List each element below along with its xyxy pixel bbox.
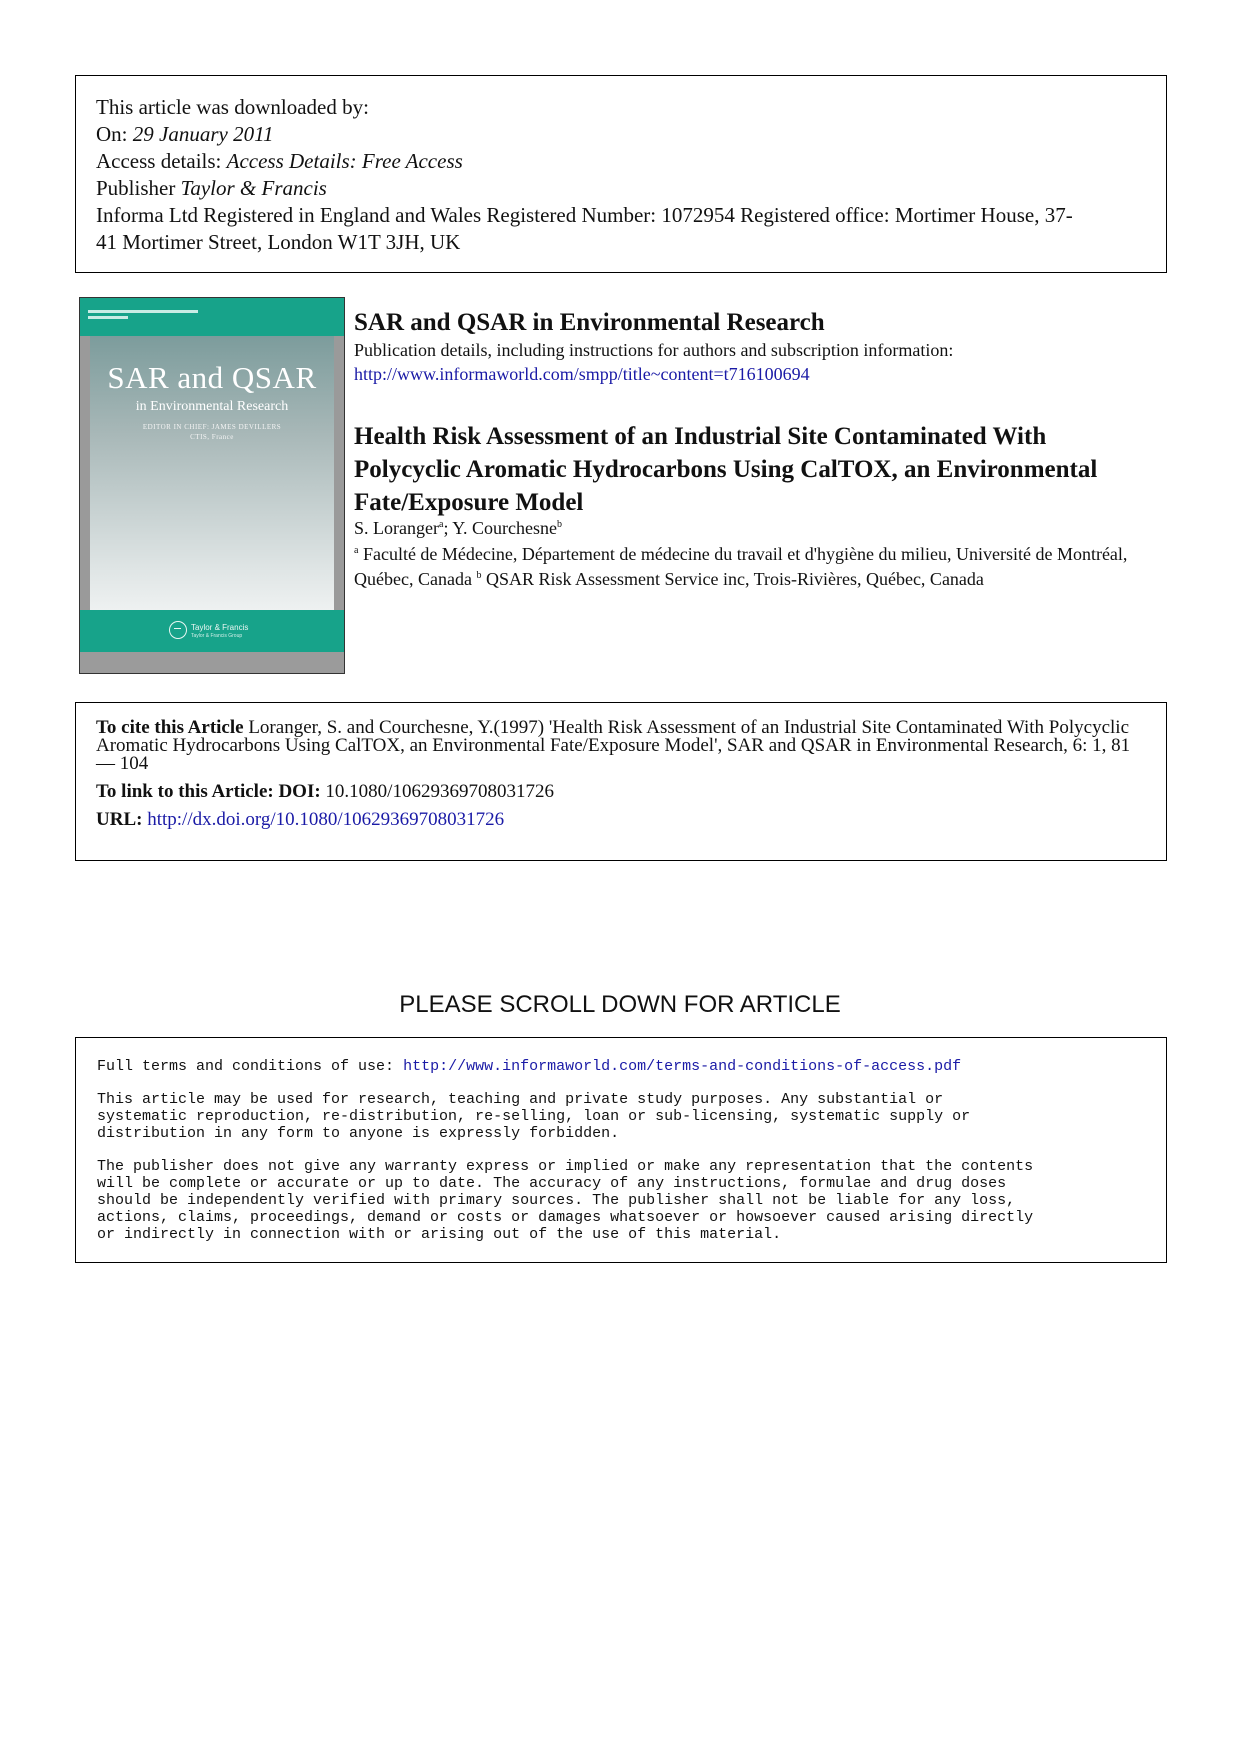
publisher-value: Taylor & Francis: [180, 176, 327, 200]
terms-paragraph-1: This article may be used for research, teaching and private study purposes. Any substantial or systematic reproduction, re-distribution, re-selling, loan or sub-licensing, systematic supply or distribution in any form to anyone is expressly forbidden.: [97, 1091, 971, 1142]
cover-top-band: [80, 298, 344, 336]
downloaded-by-line: This article was downloaded by:: [96, 95, 369, 119]
doi-url-link[interactable]: http://dx.doi.org/10.1080/10629369708031726: [147, 809, 505, 830]
access-details-label: Access details:: [96, 149, 227, 173]
affiliation-a: Faculté de Médecine, Département de médecine du travail et d'hygiène du milieu, Université de Montréal, Québec, Canada: [354, 544, 1128, 589]
cite-label: To cite this Article: [96, 717, 244, 738]
cover-gray-band: [80, 652, 344, 674]
taylor-francis-logo-icon: [169, 621, 187, 639]
cover-editor: [90, 422, 334, 442]
url-row: [96, 808, 1146, 832]
access-details-value: Access Details: Free Access: [226, 149, 463, 173]
affiliation-b-mark: b: [476, 570, 482, 581]
cover-editor-line2: CTIS, France: [190, 433, 234, 441]
download-date-label: On:: [96, 122, 133, 146]
affiliation-b: QSAR Risk Assessment Service inc, Trois-Rivières, Québec, Canada: [481, 569, 984, 589]
journal-cover-image: [79, 297, 345, 674]
author-1-affiliation-mark: a: [438, 519, 444, 530]
terms-url-link[interactable]: http://www.informaworld.com/terms-and-conditions-of-access.pdf: [403, 1058, 962, 1075]
journal-title: SAR and QSAR in Environmental Research: [354, 309, 825, 336]
terms-box: [75, 1037, 1167, 1263]
download-info-box: [75, 75, 1167, 273]
journal-url-link[interactable]: http://www.informaworld.com/smpp/title~content=t716100694: [354, 364, 810, 384]
download-date-line: [96, 121, 1146, 148]
doi-value: 10.1080/10629369708031726: [320, 781, 554, 802]
publisher-line: [96, 175, 1146, 202]
doi-row: [96, 781, 1146, 803]
cover-body: [90, 336, 334, 610]
author-2: Y. Courchesne: [452, 518, 557, 538]
doi-label: To link to this Article: DOI:: [96, 781, 321, 802]
affiliations: [354, 542, 1154, 592]
informa-registration-line2: 41 Mortimer Street, London W1T 3JH, UK: [96, 230, 461, 254]
terms-full-line: [97, 1058, 1146, 1075]
cover-bottom-band: [80, 610, 344, 652]
scroll-notice: PLEASE SCROLL DOWN FOR ARTICLE: [399, 991, 841, 1018]
authors: [354, 518, 562, 539]
access-details-line: [96, 148, 1146, 175]
terms-paragraph-2: The publisher does not give any warranty express or implied or make any representation that the contents will be complete or accurate or up to date. The accuracy of any instructions, formulae and drug doses should be independently verified with primary sources. The publisher shall not be liable for any loss, actions, claims, proceedings, demand or costs or damages whatsoever or howsoever caused arising directly or indirectly in connection with or arising out of the use of this material.: [97, 1158, 1034, 1243]
publication-details: Publication details, including instructions for authors and subscription information:: [354, 340, 954, 360]
cover-publisher-sub: Taylor & Francis Group: [191, 633, 243, 639]
cover-subtitle: in Environmental Research: [135, 399, 289, 414]
informa-registration-line1: Informa Ltd Registered in England and Wales Registered Number: 1072954 Registered office: Mortimer House, 37-: [96, 203, 1073, 227]
article-title: Health Risk Assessment of an Industrial Site Contaminated With Polycyclic Aromatic Hydrocarbons Using CalTOX, an Environmental Fate/Exposure Model: [354, 423, 1098, 516]
publisher-label: Publisher: [96, 176, 181, 200]
cover-title: SAR and QSAR: [107, 360, 317, 395]
cover-editor-line1: EDITOR IN CHIEF: JAMES DEVILLERS: [142, 423, 282, 431]
download-date-value: 29 January 2011: [132, 122, 274, 146]
terms-full-label: Full terms and conditions of use:: [97, 1058, 404, 1075]
author-separator: ;: [443, 518, 453, 538]
url-label: URL:: [96, 809, 143, 830]
cover-publisher: Taylor & Francis: [191, 623, 249, 632]
cite-reference: Loranger, S. and Courchesne, Y.(1997) 'Health Risk Assessment of an Industrial Site Contaminated With Polycyclic Aromatic Hydrocarbons Using CalTOX, an Environmental Fate/Exposure Model', SAR and QSAR in Environmental Research, 6: 1, 81 — 104: [96, 717, 1131, 774]
affiliation-a-mark: a: [354, 545, 359, 556]
author-2-affiliation-mark: b: [556, 519, 562, 530]
citation-box: [75, 702, 1167, 861]
author-1: S. Loranger: [354, 518, 439, 538]
citation-text: [96, 719, 1146, 773]
